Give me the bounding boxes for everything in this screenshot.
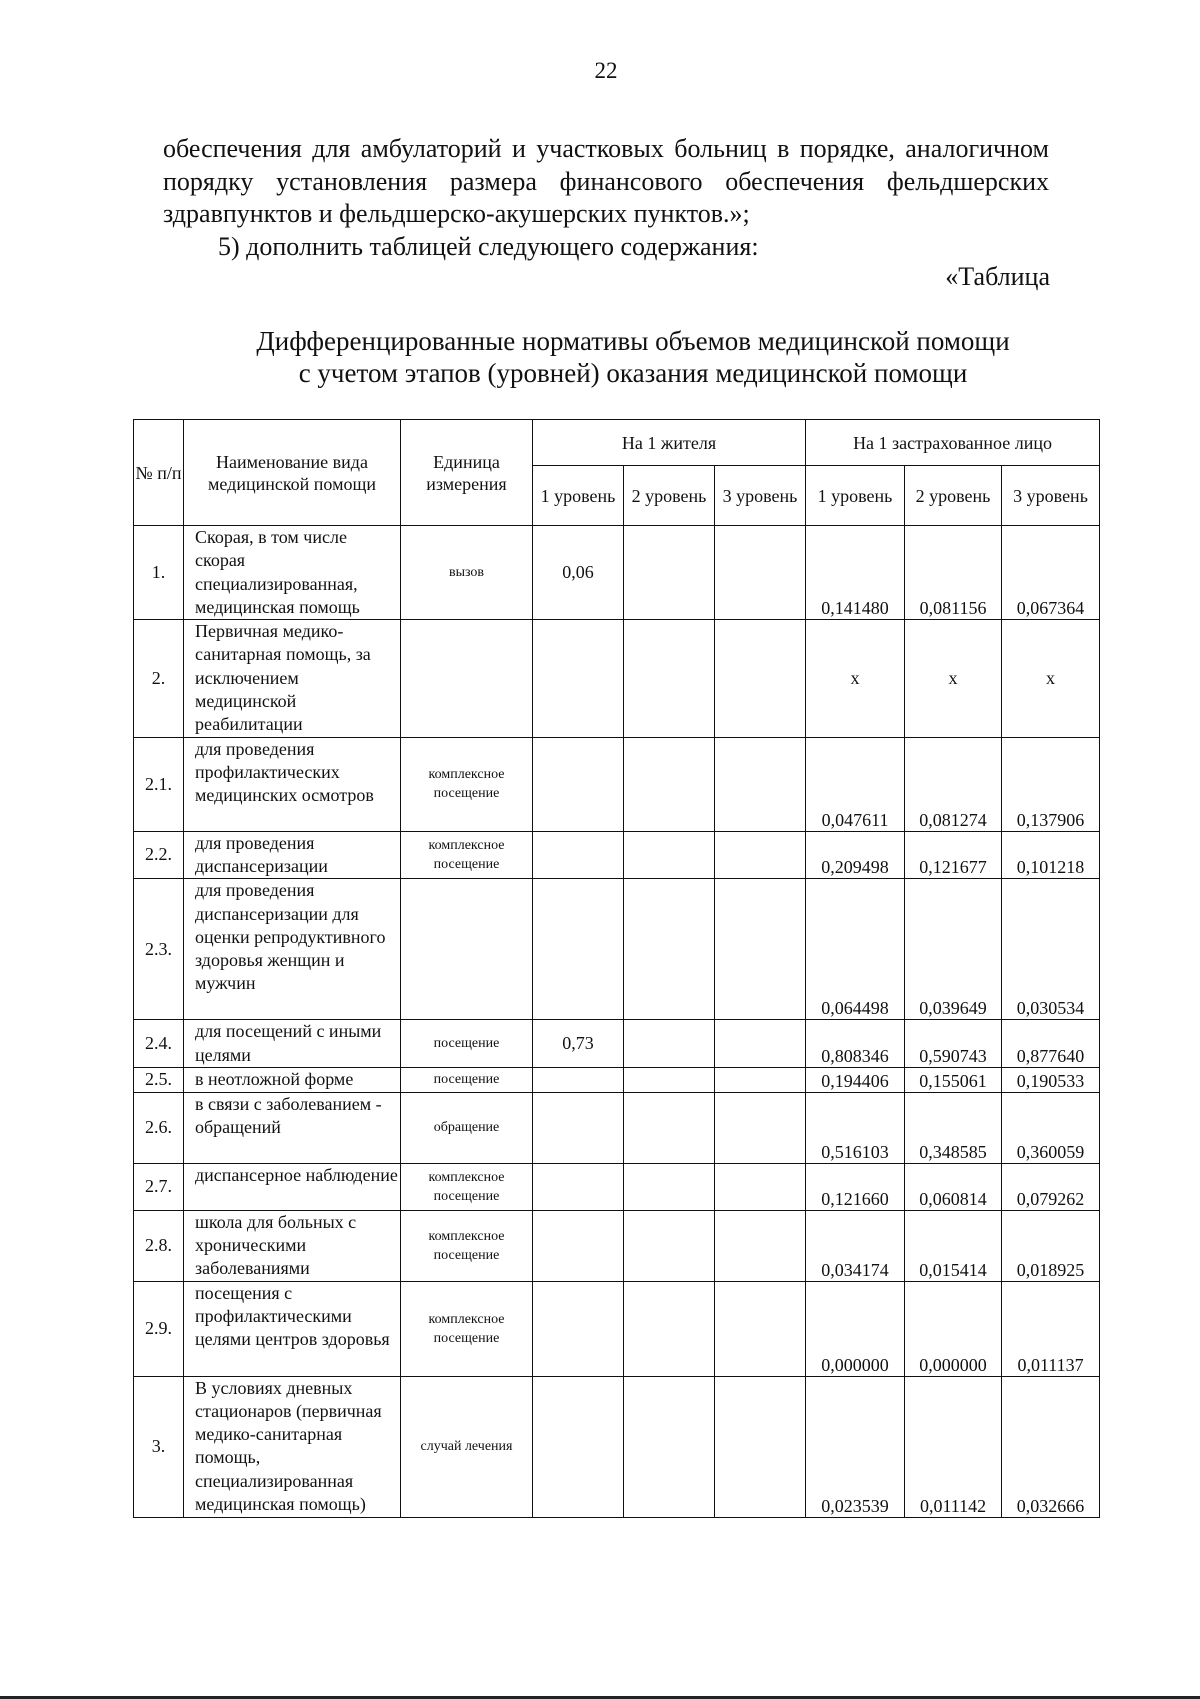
header-num: № п/п xyxy=(134,420,184,526)
table-title xyxy=(140,325,1126,389)
value-per-resident-level-1 xyxy=(533,1210,624,1281)
value-per-insured-level-2: 0,121677 xyxy=(905,831,1002,879)
value-per-insured-level-2: 0,039649 xyxy=(905,879,1002,1020)
value-per-resident-level-3 xyxy=(715,737,806,831)
table-row xyxy=(134,526,1100,620)
value-per-insured-level-2: 0,000000 xyxy=(905,1281,1002,1376)
value-per-insured-level-3: 0,067364 xyxy=(1002,526,1100,620)
value-per-resident-level-3 xyxy=(715,1092,806,1163)
value-per-insured-level-3: 0,032666 xyxy=(1002,1376,1100,1517)
table-row xyxy=(134,1376,1100,1517)
value-per-resident-level-3 xyxy=(715,1210,806,1281)
row-name: для проведения диспансеризации xyxy=(184,831,401,879)
value-per-insured-level-1: 0,516103 xyxy=(806,1092,905,1163)
value-per-resident-level-2 xyxy=(624,879,715,1020)
row-number: 3. xyxy=(134,1376,184,1517)
value-per-resident-level-1 xyxy=(533,1163,624,1210)
row-number: 2.9. xyxy=(134,1281,184,1376)
value-per-insured-level-3: 0,030534 xyxy=(1002,879,1100,1020)
table-row xyxy=(134,1163,1100,1210)
value-per-insured-level-2: 0,060814 xyxy=(905,1163,1002,1210)
value-per-resident-level-2 xyxy=(624,1092,715,1163)
value-per-insured-level-2: 0,590743 xyxy=(905,1020,1002,1068)
value-per-insured-level-1: 0,000000 xyxy=(806,1281,905,1376)
header-per-resident: На 1 жителя xyxy=(533,420,806,466)
value-per-resident-level-1 xyxy=(533,737,624,831)
row-unit: комплексное посещение xyxy=(401,831,533,879)
header-unit: Единица измерения xyxy=(401,420,533,526)
value-per-resident-level-3 xyxy=(715,831,806,879)
value-per-resident-level-1 xyxy=(533,620,624,737)
value-per-resident-level-1 xyxy=(533,879,624,1020)
table-row xyxy=(134,831,1100,879)
value-per-insured-level-2: 0,348585 xyxy=(905,1092,1002,1163)
row-unit: случай лечения xyxy=(401,1376,533,1517)
value-per-insured-level-3: 0,877640 xyxy=(1002,1020,1100,1068)
value-per-resident-level-1: 0,06 xyxy=(533,526,624,620)
row-number: 1. xyxy=(134,526,184,620)
value-per-resident-level-3 xyxy=(715,526,806,620)
row-unit: комплексное посещение xyxy=(401,1281,533,1376)
row-number: 2.1. xyxy=(134,737,184,831)
value-per-resident-level-3 xyxy=(715,620,806,737)
row-name: Скорая, в том числе скорая специализированная, медицинская помощь xyxy=(184,526,401,620)
row-number: 2. xyxy=(134,620,184,737)
header-level: 1 уровень xyxy=(806,466,905,526)
value-per-insured-level-2: 0,081156 xyxy=(905,526,1002,620)
value-per-resident-level-1 xyxy=(533,1068,624,1092)
value-per-resident-level-2 xyxy=(624,1210,715,1281)
table-row xyxy=(134,737,1100,831)
value-per-insured-level-3: 0,018925 xyxy=(1002,1210,1100,1281)
value-per-insured-level-2: 0,015414 xyxy=(905,1210,1002,1281)
value-per-insured-level-1: 0,209498 xyxy=(806,831,905,879)
row-number: 2.8. xyxy=(134,1210,184,1281)
table-row xyxy=(134,1020,1100,1068)
value-per-insured-level-1: х xyxy=(806,620,905,737)
row-name: для посещений с иными целями xyxy=(184,1020,401,1068)
table-title-line-2: с учетом этапов (уровней) оказания медицинской помощи xyxy=(298,358,968,388)
value-per-resident-level-1 xyxy=(533,1092,624,1163)
value-per-insured-level-3: 0,137906 xyxy=(1002,737,1100,831)
value-per-insured-level-2: 0,155061 xyxy=(905,1068,1002,1092)
row-name: В условиях дневных стационаров (первичная медико-санитарная помощь, специализированная медицинская помощь) xyxy=(184,1376,401,1517)
value-per-resident-level-2 xyxy=(624,831,715,879)
row-name: для проведения диспансеризации для оценки репродуктивного здоровья женщин и мужчин xyxy=(184,879,401,1020)
table-title-line-1: Дифференцированные нормативы объемов медицинской помощи xyxy=(256,326,1010,356)
value-per-insured-level-3: 0,190533 xyxy=(1002,1068,1100,1092)
row-name: школа для больных с хроническими заболеваниями xyxy=(184,1210,401,1281)
value-per-resident-level-2 xyxy=(624,1020,715,1068)
row-number: 2.2. xyxy=(134,831,184,879)
row-unit: посещение xyxy=(401,1068,533,1092)
value-per-resident-level-3 xyxy=(715,1376,806,1517)
table-row xyxy=(134,1281,1100,1376)
value-per-resident-level-1: 0,73 xyxy=(533,1020,624,1068)
value-per-resident-level-2 xyxy=(624,1163,715,1210)
row-name: в неотложной форме xyxy=(184,1068,401,1092)
row-name: Первичная медико-санитарная помощь, за исключением медицинской реабилитации xyxy=(184,620,401,737)
row-unit: комплексное посещение xyxy=(401,1163,533,1210)
value-per-insured-level-2: х xyxy=(905,620,1002,737)
value-per-insured-level-1: 0,064498 xyxy=(806,879,905,1020)
value-per-resident-level-2 xyxy=(624,620,715,737)
value-per-resident-level-2 xyxy=(624,737,715,831)
header-level: 2 уровень xyxy=(905,466,1002,526)
value-per-insured-level-3: 0,011137 xyxy=(1002,1281,1100,1376)
value-per-resident-level-3 xyxy=(715,1281,806,1376)
header-name: Наименование вида медицинской помощи xyxy=(184,420,401,526)
value-per-resident-level-1 xyxy=(533,1376,624,1517)
value-per-insured-level-1: 0,047611 xyxy=(806,737,905,831)
value-per-insured-level-1: 0,121660 xyxy=(806,1163,905,1210)
row-name: диспансерное наблюдение xyxy=(184,1163,401,1210)
header-level: 2 уровень xyxy=(624,466,715,526)
value-per-insured-level-1: 0,034174 xyxy=(806,1210,905,1281)
header-level: 3 уровень xyxy=(1002,466,1100,526)
value-per-insured-level-2: 0,011142 xyxy=(905,1376,1002,1517)
value-per-resident-level-2 xyxy=(624,1281,715,1376)
amendment-paragraph: 5) дополнить таблицей следующего содержания: xyxy=(218,231,759,261)
row-unit: комплексное посещение xyxy=(401,737,533,831)
table-row xyxy=(134,620,1100,737)
table-body xyxy=(134,526,1100,1518)
value-per-resident-level-2 xyxy=(624,526,715,620)
row-number: 2.3. xyxy=(134,879,184,1020)
value-per-insured-level-3: 0,079262 xyxy=(1002,1163,1100,1210)
value-per-resident-level-3 xyxy=(715,1163,806,1210)
row-name: для проведения профилактических медицинских осмотров xyxy=(184,737,401,831)
value-per-insured-level-2: 0,081274 xyxy=(905,737,1002,831)
row-unit: вызов xyxy=(401,526,533,620)
intro-text xyxy=(163,133,1049,263)
norms-table xyxy=(133,419,1100,1518)
table-row xyxy=(134,879,1100,1020)
value-per-resident-level-1 xyxy=(533,1281,624,1376)
page-number: 22 xyxy=(594,58,618,83)
row-unit: комплексное посещение xyxy=(401,1210,533,1281)
value-per-insured-level-1: 0,808346 xyxy=(806,1020,905,1068)
header-level: 3 уровень xyxy=(715,466,806,526)
value-per-resident-level-3 xyxy=(715,1068,806,1092)
row-number: 2.5. xyxy=(134,1068,184,1092)
value-per-insured-level-3: 0,360059 xyxy=(1002,1092,1100,1163)
row-unit: обращение xyxy=(401,1092,533,1163)
value-per-insured-level-3: х xyxy=(1002,620,1100,737)
row-number: 2.7. xyxy=(134,1163,184,1210)
table-row xyxy=(134,1210,1100,1281)
row-number: 2.4. xyxy=(134,1020,184,1068)
value-per-insured-level-1: 0,141480 xyxy=(806,526,905,620)
header-per-insured: На 1 застрахованное лицо xyxy=(806,420,1100,466)
row-number: 2.6. xyxy=(134,1092,184,1163)
value-per-insured-level-1: 0,194406 xyxy=(806,1068,905,1092)
value-per-resident-level-2 xyxy=(624,1376,715,1517)
value-per-insured-level-3: 0,101218 xyxy=(1002,831,1100,879)
table-row xyxy=(134,1092,1100,1163)
row-unit: посещение xyxy=(401,1020,533,1068)
intro-paragraph: обеспечения для амбулаторий и участковых больниц в порядке, аналогичном порядку установления размера финансового обеспечения фельдшерских здравпунктов и фельдшерско-акушерских пунктов.»; xyxy=(163,134,1049,228)
row-name: в связи с заболеванием - обращений xyxy=(184,1092,401,1163)
header-level: 1 уровень xyxy=(533,466,624,526)
row-unit xyxy=(401,620,533,737)
value-per-resident-level-2 xyxy=(624,1068,715,1092)
table-row xyxy=(134,1068,1100,1092)
row-name: посещения с профилактическими целями центров здоровья xyxy=(184,1281,401,1376)
row-unit xyxy=(401,879,533,1020)
table-label: «Таблица xyxy=(945,262,1050,291)
value-per-resident-level-1 xyxy=(533,831,624,879)
value-per-resident-level-3 xyxy=(715,879,806,1020)
value-per-resident-level-3 xyxy=(715,1020,806,1068)
value-per-insured-level-1: 0,023539 xyxy=(806,1376,905,1517)
